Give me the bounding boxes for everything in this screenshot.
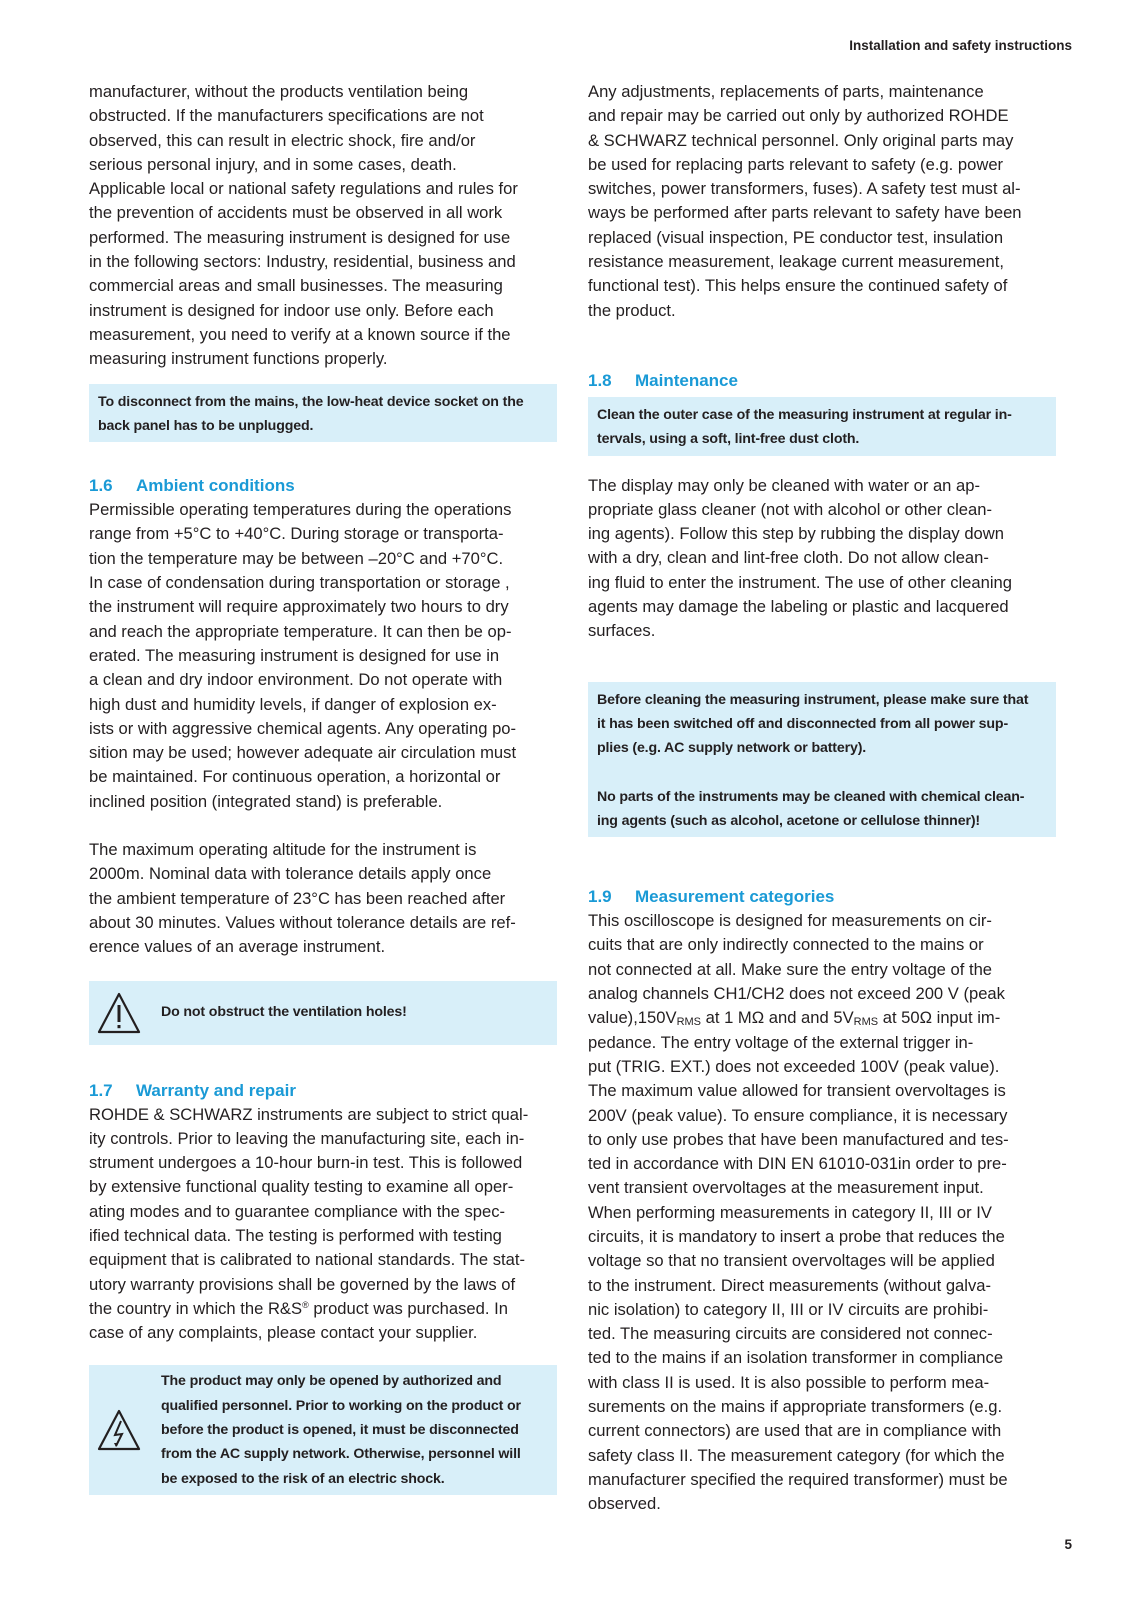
altitude-paragraph: The maximum operating altitude for the instrument is 2000m. Nominal data with tolerance details apply once the ambient temperature of 23°C has been reached after about 30 minutes. Values without tolerance details are ref- erence values of an average instrument. bbox=[89, 840, 516, 957]
display-cleaning-paragraph: The display may only be cleaned with water or an ap- propriate glass cleaner (not with alcohol or other clean- ing agents). Follow this step by rubbing the display down with a dry, clean and lint-free cloth. Do not allow clean- ing fluid to enter the instrument. The use of other cleaning agents may damage the labeling or plastic and lacquered surfaces. bbox=[588, 475, 1013, 641]
maintenance-note: Clean the outer case of the measuring instrument at regular in- tervals, using a soft, lint-free dust cloth. bbox=[588, 397, 1056, 456]
section-heading-categories: 1.9 Measurement categories bbox=[588, 887, 835, 907]
electric-shock-icon bbox=[97, 1408, 147, 1452]
warning-triangle-icon bbox=[97, 991, 147, 1035]
warranty-paragraph: ROHDE & SCHWARZ instruments are subject to strict qual- ity controls. Prior to leaving the manufacturing site, each in- strument undergoes a 10-hour burn-in test. This is followed by extensive functional quality testing to examine all oper- ating modes and to guarantee compliance with the spec- ified technical data. The testing is performed with testing equipment that is calibrated to national standards. The stat- utory warranty provisions shall be governed by the laws of the country in which the R&S® product was purchased. In case of any complaints, please contact your supplier. bbox=[89, 1104, 529, 1343]
running-header: Installation and safety instructions bbox=[849, 38, 1072, 53]
page-number: 5 bbox=[1064, 1537, 1072, 1552]
repair-paragraph: Any adjustments, replacements of parts, maintenance and repair may be carried out only by authorized ROHDE & SCHWARZ technical personnel. Only original parts may be used for replacing parts relevant to safety (e.g. power switches, power transformers, fuses). A safety test must al- ways be performed after parts relevant to safety have been replaced (visual inspection, PE conductor test, insulation resistance measurement, leakage current measurement, functional test). This helps ensure the continued safety of the product. bbox=[588, 82, 1022, 320]
ventilation-warning: Do not obstruct the ventilation holes! bbox=[89, 981, 557, 1045]
ambient-paragraph: Permissible operating temperatures during the operations range from +5°C to +40°C. During storage or transporta- tion the temperature may be between –20°C and +70°C. In case of condensation during transportation or storage , the instrument will require approximately two hours to dry and reach the appropriate temperature. It can then be op- erated. The measuring instrument is designed for use in a clean and dry indoor environment. Do not operate with high dust and humidity levels, if danger of explosion ex- ists or with aggressive chemical agents. Any operating po- sition may be used; however adequate air circulation must be maintained. For continuous operation, a horizontal or inclined position (integrated stand) is preferable. bbox=[89, 500, 517, 811]
intro-paragraph: manufacturer, without the products ventilation being obstructed. If the manufacturers specifications are not observed, this can result in electric shock, fire and/or serious personal injury, and in some cases, death. Applicable local or national safety regulations and rules for the prevention of accidents must be observed in all work performed. The measuring instrument is designed for use in the following sectors: Industry, residential, business and commercial areas and small businesses. The measuring instrument is designed for indoor use only. Before each measurement, you need to verify at a known source if the measuring instrument functions properly. bbox=[89, 82, 518, 369]
section-heading-maintenance: 1.8 Maintenance bbox=[588, 370, 738, 390]
categories-paragraph: This oscilloscope is designed for measurements on cir- cuits that are only indirectly connected to the mains or not connected at all. Make sure the entry voltage of the analog channels CH1/CH2 does not exceed 200 V (peak $value),150V_{RMS}$ at 1 MΩ and and $5V_{RMS}$ at 50Ω input im- pedance. The entry voltage of the external trigger in- put (TRIG. EXT.) does not exceeded 100V (peak value). The maximum value allowed for transient overvoltages is 200V (peak value). To ensure compliance, it is necessary to only use probes that have been manufactured and tes- ted in accordance with DIN EN 61010-031in order to pre- vent transient overvoltages at the measurement input. When performing measurements in category II, III or IV circuits, it is mandatory to insert a probe that reduces the voltage so that no transient overvoltages will be applied to the instrument. Direct measurements (without galva- nic isolation) to category II, III or IV circuits are prohibi- ted. The measuring circuits are considered not connec- ted to the mains if an isolation transformer in compliance with class II is used. It is also possible to perform mea- surements on the mains if appropriate transformers (e.g. current connectors) are used that are in compliance with safety class II. The measurement category (for which the manufacturer specified the required transformer) must be observed. bbox=[588, 911, 1009, 1514]
right-column bbox=[588, 80, 1056, 1517]
cleaning-warning: Before cleaning the measuring instrument, please make sure that it has been switched off and disconnected from all power sup- plies (e.g. AC supply network or battery). No parts of the instruments may be cleaned with chemical clean- ing agents (such as alcohol, acetone or cellulose thinner)! bbox=[588, 682, 1056, 837]
left-column bbox=[89, 80, 557, 1495]
section-heading-ambient: 1.6 Ambient conditions bbox=[89, 476, 295, 496]
disconnect-note: To disconnect from the mains, the low-heat device socket on the back panel has to be unplugged. bbox=[89, 384, 557, 443]
section-heading-warranty: 1.7 Warranty and repair bbox=[89, 1080, 296, 1100]
electric-shock-warning: The product may only be opened by authorized and qualified personnel. Prior to working on the product or before the product is opened, it must be disconnected from the AC supply network. Otherwise, personnel will be exposed to the risk of an electric shock. bbox=[89, 1365, 557, 1494]
